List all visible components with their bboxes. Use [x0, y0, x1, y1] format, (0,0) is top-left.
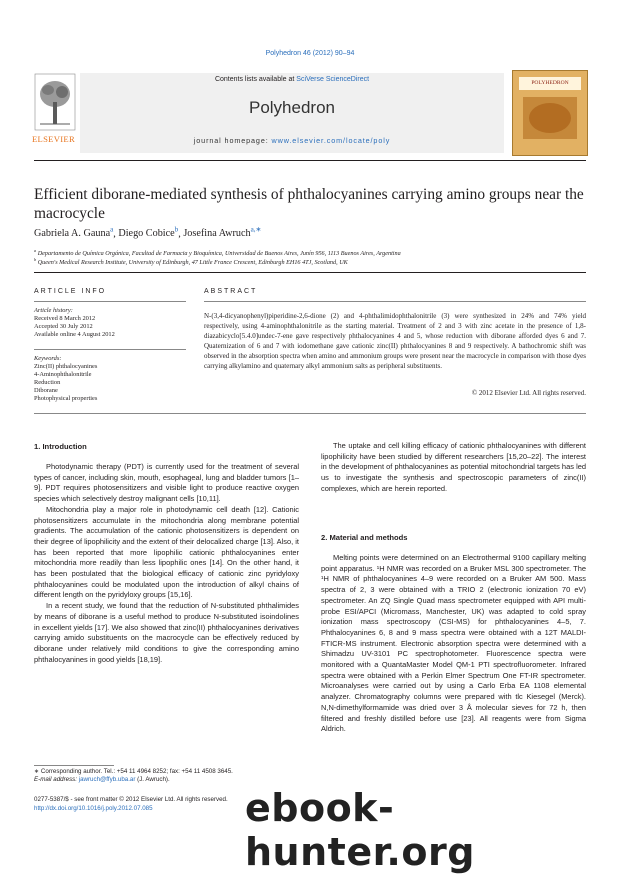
- doi-link[interactable]: http://dx.doi.org/10.1016/j.poly.2012.07.085: [34, 805, 153, 812]
- abstract-rule: [204, 301, 586, 302]
- contents-line: [80, 76, 504, 83]
- methods-heading: 2. Material and methods: [321, 533, 408, 542]
- introduction-heading: 1. Introduction: [34, 442, 87, 451]
- abstract-bottom-rule: [34, 413, 586, 414]
- keyword-item: Zinc(II) phthalocyanines: [34, 363, 98, 370]
- article-title: Efficient diborane-mediated synthesis of phthalocyanines carrying amino groups near the macrocycle: [34, 186, 584, 222]
- elsevier-logo: [34, 72, 76, 152]
- methods-paragraph: Melting points were determined on an Electrothermal 9100 capillary melting point apparatus. ¹H NMR was recorded on a Bruker MSL 300 spectrometer. The ¹H NMR of phthalocyanines 4–9 were recorded on a Bruker AM 500. Mass spectra of 2, 3 were obtained with a TRIO 2 (electronic ionization 70 eV) spectrometer. An ZQ Single Quad mass spectrometer equipped with API multi-probe ESI/APCI (Micromass, Manchester, UK) was adapted to cold spray ionization mass spectroscopy (CSI-MS) for phthalocyanines 4–5, 7. Phthalocyanines 6, 8 and 9 mass spectra were obtained with a 12T MALDI-FTICR-MS instrument. Electronic absorption spectra were determined with a Shimadzu UV-3101 PC spectrophotometer. Fluorescence spectra were monitored with a QuantaMaster Model QM-1 PTI spectrofluorometer. Infrared spectra were obtained with a Perkin Elmer Spectrum One FT-IR spectrometer. Microanalyses were carried out by using a Carlo Erba EA 1108 elemental analyzer. Chromatography columns were prepared with tlc Kiesegel (Merck). N,N-dimethylformamide was dried over 3 Å molecular sieves for 72 h, then filtered and freshly distilled before use [23]. All reagents were from Sigma Aldrich.: [321, 553, 586, 734]
- methods-body: [321, 553, 586, 735]
- keyword-item: Photophysical properties: [34, 395, 98, 402]
- email-line: E-mail address: jawruch@ffyb.uba.ar (J. Awruch).: [34, 776, 170, 784]
- history-rule: [34, 349, 186, 350]
- issn-line: 0277-5387/$ - see front matter © 2012 Elsevier Ltd. All rights reserved.: [34, 796, 228, 803]
- watermark: ebook-hunter.org: [245, 786, 475, 874]
- contents-prefix: Contents lists available at: [214, 76, 297, 83]
- footnote-rule: [34, 765, 114, 766]
- keyword-item: Reduction: [34, 379, 61, 386]
- author-3[interactable]: Josefina Awruch$^{a,∗}$: [183, 226, 262, 240]
- abstract-copyright: © 2012 Elsevier Ltd. All rights reserved.: [471, 389, 586, 397]
- intro-paragraph-cont: The uptake and cell killing efficacy of cationic phthalocyanines with different lipophilicity have been studied by different researchers [15,20–22]. The interest in the development of phthalocyanines as potential mitochondrial targets has led us to investigate the synthesis and spectroscopic parameters of zinc(II) complexes, which are herein reported.: [321, 441, 586, 493]
- corresponding-author: ∗ Corresponding author. Tel.: +54 11 4964 8252; fax: +54 11 4508 3645.: [34, 768, 233, 775]
- author-list: Gabriela A. Gauna$^a$, Diego Cobice$^b$, Josefina Awruch$^{a,∗}$: [34, 226, 262, 240]
- keyword-item: Diborane: [34, 387, 58, 394]
- journal-cover-thumbnail: [512, 70, 588, 156]
- article-info-heading: ARTICLE INFO: [34, 288, 107, 295]
- accepted-date: Accepted 30 July 2012: [34, 323, 93, 330]
- online-date: Available online 4 August 2012: [34, 331, 115, 338]
- affiliation-rule: [34, 272, 586, 273]
- affiliation-b: $^b$ Queen's Medical Research Institute, University of Edinburgh, 47 Little France Crescent, Edinburgh EH16 4TJ, Scotland, UK: [34, 257, 348, 267]
- author-1[interactable]: Gabriela A. Gauna$^a$: [34, 226, 114, 240]
- info-rule: [34, 301, 186, 302]
- cover-title: POLYHEDRON: [519, 77, 581, 90]
- received-date: Received 8 March 2012: [34, 315, 96, 322]
- history-label: Article history:: [34, 307, 73, 314]
- abstract-text: N-(3,4-dicyanophenyl)piperidine-2,6-dione (2) and 4-phthalimidophthalonitrile (3) were synthesized in 24% and 74% yield respectively, using 4-aminophthalonitrile as the starting material. Treatment of 2 and 3 with zinc acetate in the presence of 1,8-diazabicyclo[5.4.0]undec-7-ene gave respectively phthalocyanines 4 and 5, whose reduction with diborane afforded dyes 6 and 7. Quaternization of 6 and 7 with iodomethane gave cationic zinc(II) phthalocyanines 8 and 9 respectively. A bathochromic shift was observed in the absorption spectra when amino and ammonium groups were present near the macrocycle in comparison with those dyes carrying alkylamino and quaternary alkyl ammonium salts as peripheral substituents.: [204, 312, 586, 370]
- homepage-prefix: journal homepage:: [193, 136, 272, 145]
- cover-art-circle: [529, 103, 571, 133]
- intro-paragraph: Mitochondria play a major role in photodynamic cell death [12]. Cationic photosensitizers accumulate in the mitochondria along membrane potential gradients. The accumulation of the cationic photosensitizers is dependent on their degree of lipophilicity and the extent of their delocalized charge [13]. Also, it has been reported that more lipophilic cationic phthalocyanines enter mitochondria more readily than less lipophilic ones [14]. On the other hand, it has been postulated that the biological efficacy of cationic zinc pyridyloxy phthalocyanines could be modulated upon the introduction of alkyl chains of different length on the pyridyloxy groups [15,16].: [34, 504, 299, 600]
- journal-homepage: [80, 136, 504, 145]
- intro-paragraph: Photodynamic therapy (PDT) is currently used for the treatment of several types of cancer, including skin, mouth, esophageal, lung and bladder tumors [1–9]. PDT requires photosensitizers and visible light to produce reactive oxygen species which selectively destroy malignant cells [10,11].: [34, 462, 299, 504]
- affiliation-a: $^a$ Departamento de Química Orgánica, Facultad de Farmacia y Bioquímica, Universidad de Buenos Aires, Junín 956, 1113 Buenos Aires, Argentina: [34, 248, 401, 258]
- author-2[interactable]: Diego Cobice$^b$: [118, 226, 179, 240]
- sciencedirect-link[interactable]: SciVerse ScienceDirect: [296, 76, 370, 83]
- elsevier-wordmark: ELSEVIER: [32, 134, 75, 144]
- keywords-label: Keywords:: [34, 355, 62, 362]
- introduction-body: [34, 462, 299, 665]
- journal-name: Polyhedron: [248, 98, 335, 117]
- keywords-block: [34, 355, 184, 403]
- footnote: [34, 768, 299, 784]
- email-link[interactable]: jawruch@ffyb.uba.ar: [78, 776, 136, 784]
- article-history: [34, 307, 184, 339]
- intro-paragraph: In a recent study, we found that the reduction of N-substituted phthalimides by means of diborane is a useful method to produce N-substituted isoindolines in excellent yields [17]. We also showed that zinc(II) phthalocyanines derivatives carrying amido substituents on the macrocycle can be effectively reduced by diborane under relatively mild conditions to give the corresponding amino phthalocyanines in good yields [18,19].: [34, 601, 299, 664]
- journal-citation[interactable]: Polyhedron 46 (2012) 90–94: [265, 50, 355, 57]
- right-column-intro: [321, 441, 586, 495]
- abstract-heading: ABSTRACT: [204, 288, 258, 295]
- header-rule: [34, 160, 586, 161]
- homepage-link[interactable]: www.elsevier.com/locate/poly: [271, 136, 391, 145]
- keyword-item: 4-Aminophthalonitrile: [34, 371, 92, 378]
